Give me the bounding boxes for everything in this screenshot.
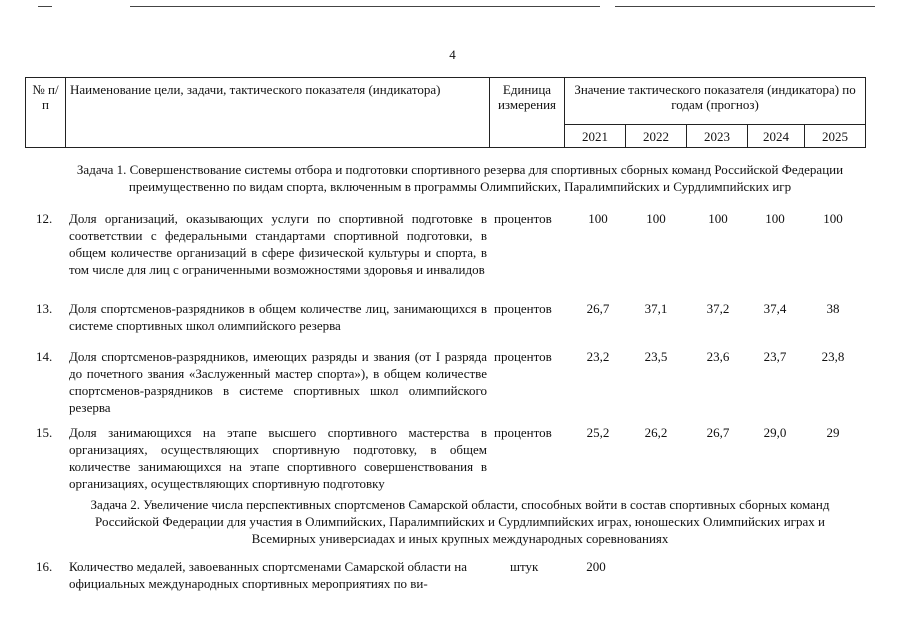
row-value: 37,2 bbox=[706, 301, 730, 316]
header-year: 2022 bbox=[626, 125, 687, 148]
top-rule-right bbox=[615, 6, 875, 7]
top-rule-left bbox=[38, 6, 52, 7]
task-2-heading: Задача 2. Увеличение числа перспективных спортсменов Самарской области, способных войти в состав спортивных сборных команд Российской Федерации для участия в Олимпийских, Паралимпийских и Сурдлимпийских играх, юношеских Олимпийских играх и Всемирных универсиадах и иных крупных международных соревнованиях bbox=[90, 497, 830, 546]
row-number: 15. bbox=[36, 425, 53, 440]
header-unit-col: Единица измерения bbox=[490, 78, 565, 148]
row-value: 23,6 bbox=[706, 349, 730, 364]
row-value: 23,5 bbox=[644, 349, 668, 364]
row-value: 37,1 bbox=[644, 301, 668, 316]
page-number: 4 bbox=[449, 47, 456, 62]
row-value: 37,4 bbox=[763, 301, 787, 316]
row-value: 29,0 bbox=[763, 425, 787, 440]
row-value: 23,8 bbox=[821, 349, 845, 364]
row-value: 100 bbox=[765, 211, 785, 226]
row-value: 26,7 bbox=[706, 425, 730, 440]
row-unit: штук bbox=[510, 559, 539, 574]
row-number: 13. bbox=[36, 301, 53, 316]
header-table bbox=[25, 77, 866, 148]
row-value: 100 bbox=[646, 211, 666, 226]
row-number: 12. bbox=[36, 211, 53, 226]
task-1-heading: Задача 1. Совершенствование системы отбора и подготовки спортивного резерва для спортивных сборных команд Российской Федерации преимущественно по видам спорта, включенным в программы Олимпийских, Паралимпийских и Сурдлимпийских игр bbox=[76, 162, 844, 194]
header-year: 2021 bbox=[565, 125, 626, 148]
row-value: 200 bbox=[586, 559, 606, 574]
row-value: 100 bbox=[708, 211, 728, 226]
row-value: 25,2 bbox=[586, 425, 610, 440]
row-value: 29 bbox=[826, 425, 840, 440]
header-name-col: Наименование цели, задачи, тактического показателя (индикатора) bbox=[66, 78, 490, 148]
top-rule-mid bbox=[130, 6, 600, 7]
row-value: 100 bbox=[823, 211, 843, 226]
row-value: 26,2 bbox=[644, 425, 668, 440]
row-value: 100 bbox=[588, 211, 608, 226]
header-year: 2025 bbox=[805, 125, 866, 148]
row-value: 26,7 bbox=[586, 301, 610, 316]
header-values-col: Значение тактического показателя (индикатора) по годам (прогноз) bbox=[565, 78, 866, 125]
row-number: 14. bbox=[36, 349, 53, 364]
row-unit: процентов bbox=[494, 349, 552, 364]
row-name: Доля спортсменов-разрядников в общем количестве лиц, занимающихся в системе спортивных школ олимпийского резерва bbox=[69, 301, 487, 333]
row-value: 23,2 bbox=[586, 349, 610, 364]
row-name: Доля занимающихся на этапе высшего спортивного мастерства в организациях, осуществляющих спортивную подготовку, в общем количестве занимающихся на этапе спортивного совершенствования в организациях, осуществляющих спортивную подготовку bbox=[69, 425, 487, 491]
row-unit: процентов bbox=[494, 211, 552, 226]
header-number-col: № п/п bbox=[26, 78, 66, 148]
row-unit: процентов bbox=[494, 425, 552, 440]
row-name: Доля организаций, оказывающих услуги по спортивной подготовке в соответствии с федеральными стандартами спортивной подготовки, в общем количестве организаций в сфере физической культуры и спорта, в том числе для лиц с ограниченными возможностями здоровья и инвалидов bbox=[69, 211, 487, 277]
row-name: Доля спортсменов-разрядников, имеющих разряды и звания (от I разряда до почетного звания «Заслуженный мастер спорта»), в общем количестве спортсменов-разрядников в системе спортивных школ олимпийского резерва bbox=[69, 349, 487, 415]
row-unit: процентов bbox=[494, 301, 552, 316]
row-number: 16. bbox=[36, 559, 53, 574]
header-year: 2023 bbox=[687, 125, 748, 148]
row-value: 23,7 bbox=[763, 349, 787, 364]
row-value: 38 bbox=[826, 301, 840, 316]
header-year: 2024 bbox=[748, 125, 805, 148]
row-name: Количество медалей, завоеванных спортсменами Самарской области на официальных международных спортивных мероприятиях по ви- bbox=[69, 559, 467, 591]
